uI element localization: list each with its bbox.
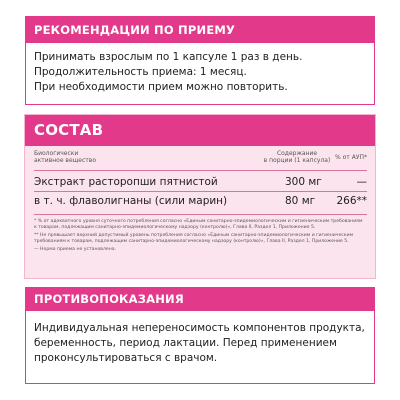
composition-footnotes bbox=[34, 219, 363, 255]
contraindications-text bbox=[26, 311, 374, 366]
usage-recommendations-title: РЕКОМЕНДАЦИИ ПО ПРИЕМУ bbox=[26, 17, 374, 43]
footnote: — Норма приема не установлена. bbox=[34, 246, 117, 252]
contraindications-line: беременность, период лактации. Перед применением bbox=[34, 337, 337, 349]
footnote: ** Не превышает верхний допустимый уровень потребления согласно «Единым санитарно-эпидемиологическим и гигиеническим требованиям к товарам, подлежащим санитарно-эпидемиологическому надзору (контролю)», Глава II, Раздел 1, Приложение 5. bbox=[34, 232, 354, 245]
table-divider bbox=[34, 191, 367, 192]
ingredient-dose: 300 мг bbox=[285, 176, 322, 188]
footnote: * % от адекватного уровня суточного потребления согласно «Единым санитарно-эпидемиологическим и гигиеническим требованиям к товарам, подлежащим санитарно-эпидемиологическому надзору (контролю)», Глава II, Раздел 1, Приложение 5. bbox=[34, 219, 363, 231]
ingredient-aup: — bbox=[356, 176, 367, 188]
table-divider bbox=[34, 214, 367, 215]
usage-line: При необходимости прием можно повторить. bbox=[34, 81, 288, 93]
column-header-ingredient: Биологически активное вещество bbox=[34, 150, 96, 164]
usage-recommendations-card bbox=[25, 16, 375, 105]
contraindications-card bbox=[25, 287, 375, 384]
contraindications-title: ПРОТИВОПОКАЗАНИЯ bbox=[26, 288, 374, 311]
usage-recommendations-text bbox=[26, 43, 374, 95]
composition-table bbox=[25, 146, 375, 278]
composition-card bbox=[25, 115, 375, 278]
column-header-dose: Содержание в порции (1 капсула) bbox=[263, 150, 331, 164]
column-header-aup: % от АУП* bbox=[335, 154, 367, 161]
table-divider bbox=[34, 170, 367, 171]
usage-line: Продолжительность приема: 1 месяц. bbox=[34, 66, 247, 78]
ingredient-name: в т. ч. флаволигнаны (сили марин) bbox=[34, 195, 228, 207]
composition-title: СОСТАВ bbox=[25, 115, 375, 146]
ingredient-dose: 80 мг bbox=[285, 195, 316, 207]
ingredient-name: Экстракт расторопши пятнистой bbox=[34, 176, 218, 188]
contraindications-line: проконсультироваться с врачом. bbox=[34, 352, 218, 364]
ingredient-aup: 266** bbox=[336, 195, 367, 207]
contraindications-line: Индивидуальная непереносимость компонентов продукта, bbox=[34, 322, 365, 334]
usage-line: Принимать взрослым по 1 капсуле 1 раз в день. bbox=[34, 51, 303, 63]
